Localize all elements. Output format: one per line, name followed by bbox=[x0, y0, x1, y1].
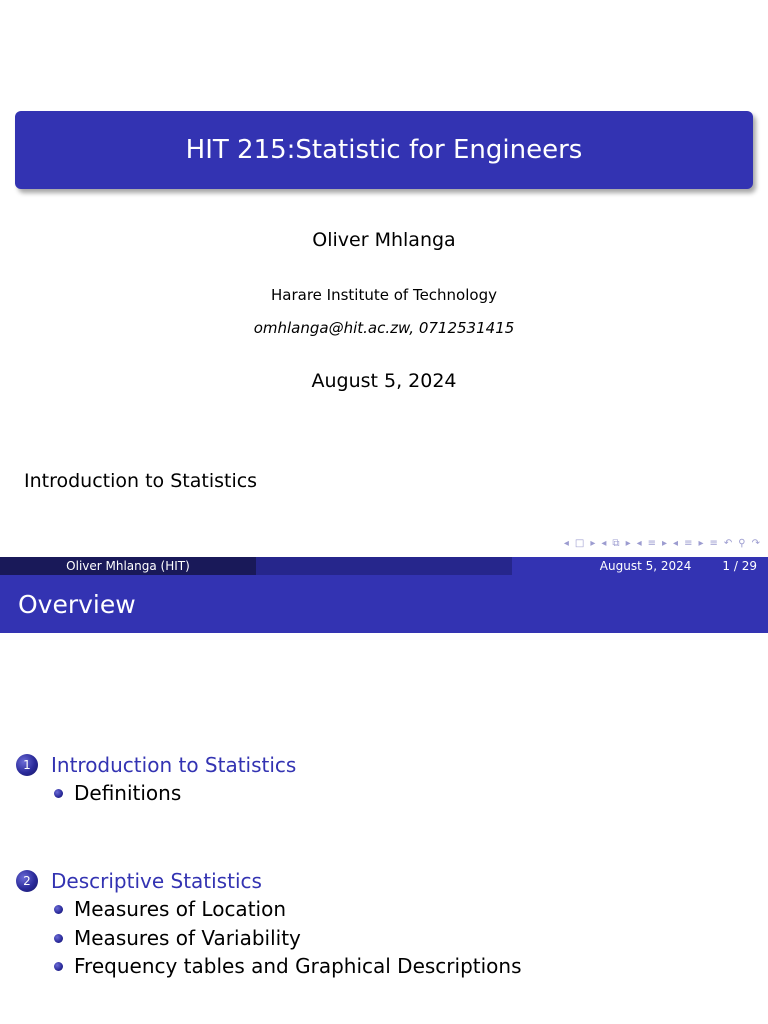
toc-subsection[interactable] bbox=[54, 954, 522, 978]
toc-subsection[interactable] bbox=[54, 926, 301, 950]
overview-slide bbox=[0, 575, 768, 1024]
section-number-ball: 2 bbox=[16, 870, 38, 892]
toc-subsection-title: Measures of Variability bbox=[74, 926, 301, 950]
section-number-ball: 1 bbox=[16, 754, 38, 776]
frame-title: Overview bbox=[18, 589, 136, 619]
nav-next-frame-icon[interactable]: ▸ bbox=[590, 538, 596, 549]
beamer-navigation-symbols bbox=[564, 538, 760, 550]
slide-footer bbox=[0, 557, 768, 575]
footer-title-box bbox=[256, 557, 512, 575]
toc-section-1[interactable] bbox=[16, 753, 296, 777]
presentation-title: HIT 215:Statistic for Engineers bbox=[185, 135, 583, 165]
nav-align-icon[interactable]: ≡ bbox=[709, 538, 718, 549]
contact-info: omhlanga@hit.ac.zw, 0712531415 bbox=[253, 319, 515, 337]
toc-subsection-title: Measures of Location bbox=[74, 897, 287, 921]
toc-section-title: Introduction to Statistics bbox=[51, 753, 297, 777]
nav-subsection-icon[interactable]: ⧉ bbox=[612, 538, 620, 549]
nav-next-section-icon[interactable]: ▸ bbox=[662, 538, 668, 549]
nav-forward-icon[interactable]: ↷ bbox=[751, 538, 760, 549]
section-subtitle: Introduction to Statistics bbox=[24, 470, 258, 492]
nav-prev-part-icon[interactable]: ◂ bbox=[673, 538, 679, 549]
footer-date: August 5, 2024 bbox=[599, 559, 692, 573]
nav-search-icon[interactable]: ⚲ bbox=[738, 538, 746, 549]
nav-back-icon[interactable]: ↶ bbox=[723, 538, 733, 549]
footer-date-box bbox=[512, 557, 768, 575]
footer-author-box bbox=[0, 557, 256, 575]
nav-prev-section-icon[interactable]: ◂ bbox=[636, 538, 642, 549]
toc-subsection[interactable] bbox=[54, 781, 181, 805]
bullet-icon bbox=[54, 934, 63, 943]
title-box bbox=[15, 111, 753, 189]
toc-section-2[interactable] bbox=[16, 869, 262, 893]
footer-author: Oliver Mhlanga (HIT) bbox=[66, 559, 190, 573]
nav-frame-icon[interactable]: □ bbox=[574, 538, 585, 549]
bullet-icon bbox=[54, 789, 63, 798]
bullet-icon bbox=[54, 905, 63, 914]
nav-prev-frame-icon[interactable]: ◂ bbox=[563, 538, 569, 549]
bullet-icon bbox=[54, 962, 63, 971]
presentation-date: August 5, 2024 bbox=[311, 370, 457, 392]
footer-page-number: 1 / 29 bbox=[722, 559, 757, 573]
nav-next-part-icon[interactable]: ▸ bbox=[698, 538, 704, 549]
frame-title-bar bbox=[0, 575, 768, 633]
toc-section-title: Descriptive Statistics bbox=[51, 869, 262, 893]
nav-next-subsection-icon[interactable]: ▸ bbox=[625, 538, 631, 549]
author-name: Oliver Mhlanga bbox=[312, 229, 456, 251]
toc-subsection[interactable] bbox=[54, 897, 286, 921]
nav-prev-subsection-icon[interactable]: ◂ bbox=[601, 538, 607, 549]
institute-name: Harare Institute of Technology bbox=[271, 286, 497, 304]
nav-section-icon[interactable]: ≡ bbox=[647, 538, 657, 549]
nav-part-icon[interactable]: ≡ bbox=[684, 538, 693, 549]
toc-subsection-title: Frequency tables and Graphical Descriptions bbox=[74, 954, 522, 978]
toc-subsection-title: Definitions bbox=[74, 781, 182, 805]
